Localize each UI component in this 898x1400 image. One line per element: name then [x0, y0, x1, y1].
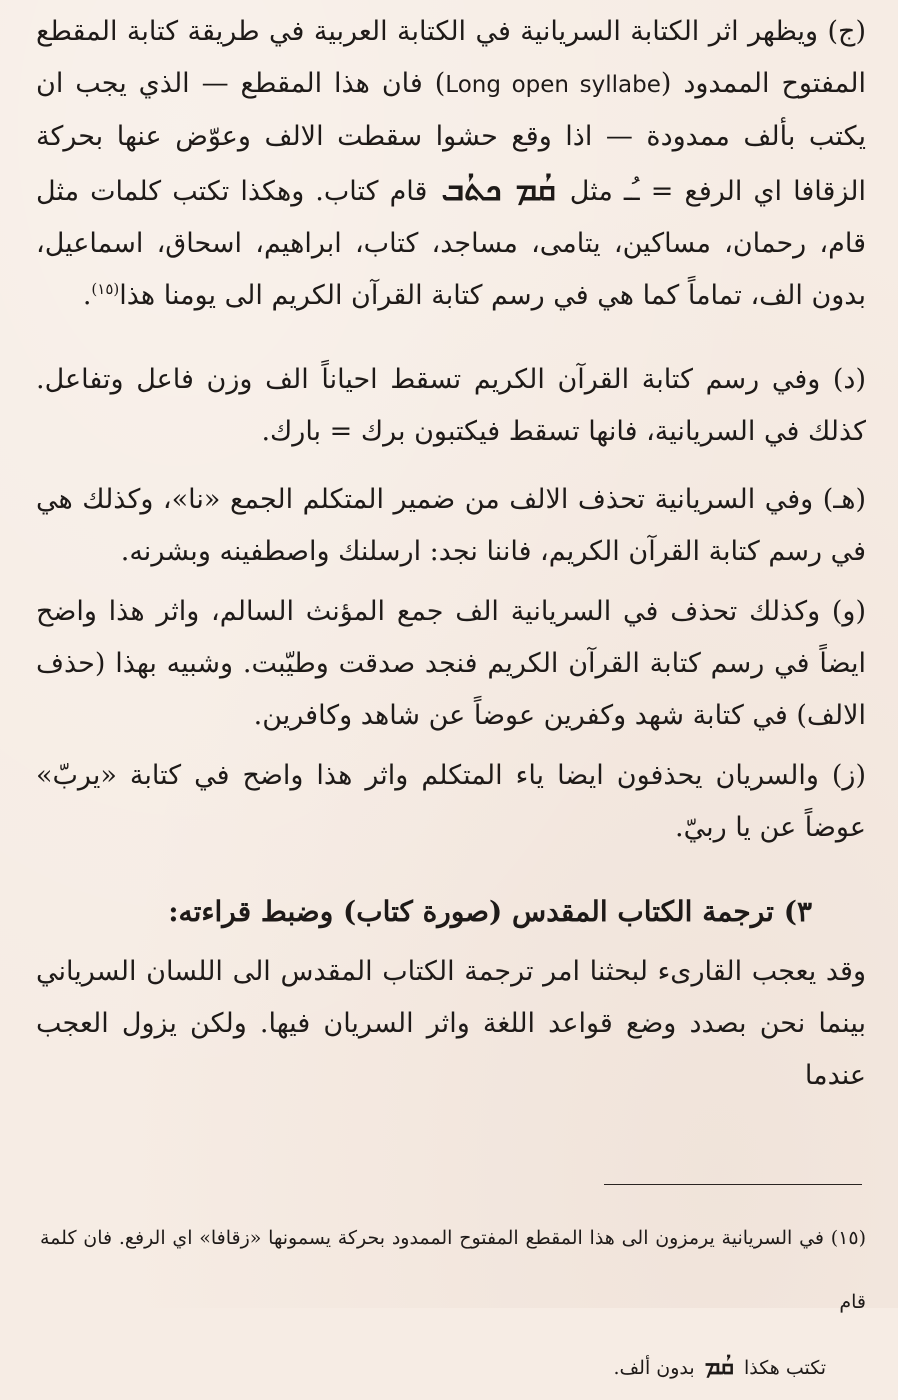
paragraph-waw: (و) وكذلك تحذف في السريانية الف جمع المؤنث السالم، واثر هذا واضح ايضاً في رسم كتابة القرآن الكريم فنجد صدقت وطيّبت. وشبيه بهذا (حذف الالف) في كتابة شهد وكفرين عوضاً عن شاهد وكافرين.: [36, 596, 866, 731]
paragraph-jim-part1: (ج) ويظهر اثر الكتابة السريانية في الكتابة العربية في طريقة كتابة المقطع المفتوح الممدود (: [36, 16, 866, 99]
section-heading: ٣) ترجمة الكتاب المقدس (صورة كتاب) وضبط قراءته:: [168, 895, 812, 928]
closing-paragraph: وقد يعجب القارىء لبحثنا امر ترجمة الكتاب المقدس الى اللسان السرياني بينما نحن بصدد وضع قواعد اللغة واثر السريان فيها. ولكن يزول العجب عندما: [36, 956, 866, 1091]
paragraph-ha: (هـ) وفي السريانية تحذف الالف من ضمير المتكلم الجمع «نا»، وكذلك هي في رسم كتابة القرآن الكريم، فاننا نجد: ارسلنك واصطفينه وبشرنه.: [36, 484, 866, 567]
syriac-example: ܩܳܡ ܟܬܳܒ: [441, 169, 556, 208]
paragraph-jim-part2: ) فان هذا المقطع — الذي يجب ان يكتب بألف ممدودة — اذا وقع حشوا سقطت الالف وعوّض عنها بحركة الزقافا اي الرفع = ـُـ مثل: [36, 68, 867, 207]
footnote-line-2-after: بدون ألف.: [613, 1357, 695, 1379]
paragraph-dal: (د) وفي رسم كتابة القرآن الكريم تسقط احياناً الف وزن فاعل وتفاعل. كذلك في السريانية، فانها تسقط فيكتبون برك = بارك.: [36, 364, 866, 447]
footnote-line-2: [40, 1334, 866, 1400]
main-text: [36, 6, 866, 1102]
footnote-reference: (١٥): [91, 280, 120, 298]
footnote: [40, 1206, 866, 1400]
footnote-line-2-before: تكتب هكذا: [744, 1357, 826, 1379]
latin-term: Long open syllabe: [445, 72, 661, 98]
paragraph-jim: [36, 6, 866, 322]
paragraph-zay: (ز) والسريان يحذفون ايضا ياء المتكلم واثر هذا واضح في كتابة «يربّ» عوضاً عن يا ربيّ.: [36, 760, 866, 843]
footnote-divider: [604, 1184, 862, 1185]
footnote-line-1: (١٥) في السريانية يرمزون الى هذا المقطع المفتوح الممدود بحركة يسمونها «زقافا» اي الرفع. فان كلمة قام: [40, 1227, 866, 1313]
footnote-syriac-word: ܩܳܡ: [704, 1351, 734, 1380]
paragraph-jim-end: .: [82, 280, 92, 311]
paragraph-jim-part3: قام كتاب. وهكذا تكتب كلمات مثل قام، رحمان، مساكين، يتامى، مساجد، كتاب، ابراهيم، اسحاق، اسماعيل، بدون الف، تماماً كما هي في رسم كتابة القرآن الكريم الى يومنا هذا: [36, 176, 866, 311]
